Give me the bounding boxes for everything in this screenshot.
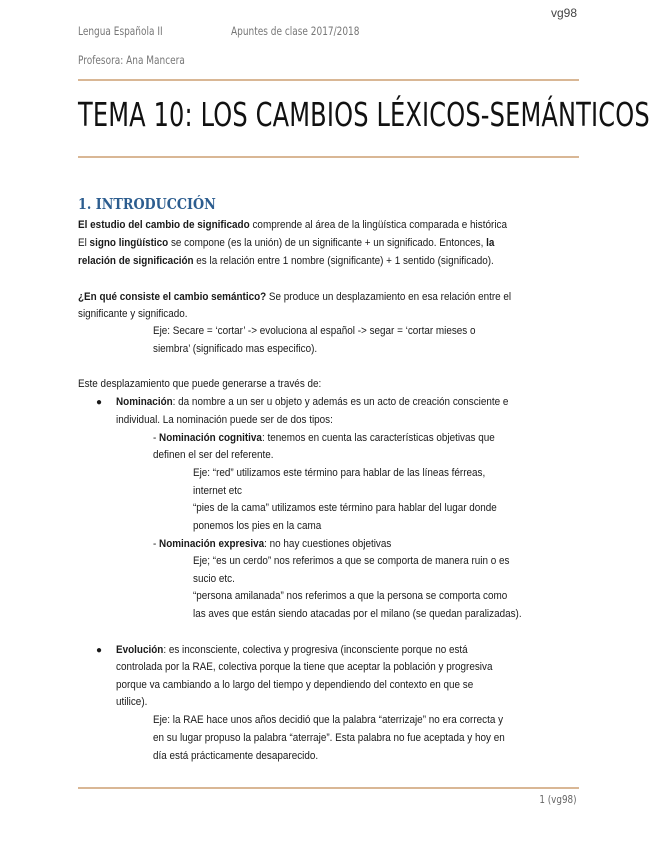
example-line: “pies de la cama” utilizamos este término para hablar del lugar donde <box>193 502 497 514</box>
title-divider <box>78 156 579 158</box>
footer-divider <box>78 787 579 789</box>
text-span: se compone (es la unión) de un significante + un significado. Entonces, <box>168 237 487 249</box>
paragraph-line <box>78 254 494 269</box>
section-heading: 1. INTRODUCCIÓN <box>78 195 216 213</box>
list-item-line <box>116 395 508 410</box>
bullet-marker: ● <box>96 645 103 656</box>
bold-term: signo lingüístico <box>89 237 169 249</box>
bold-term: El estudio del cambio de significado <box>78 219 250 231</box>
bold-term: relación de significación <box>78 255 194 267</box>
teacher-name: Profesora: Ana Mancera <box>78 53 185 67</box>
list-item-line: porque va cambiando a lo largo del tiempo y dependiendo del contexto en que se <box>116 679 474 691</box>
paragraph-line <box>78 236 494 251</box>
text-span: - <box>153 432 160 444</box>
course-name: Lengua Española II <box>78 24 163 38</box>
paragraph-line: Este desplazamiento que puede generarse a través de: <box>78 378 322 390</box>
paragraph-line <box>78 218 507 233</box>
list-item-line <box>116 643 468 658</box>
example-line: internet etc <box>193 485 242 497</box>
example-line: Eje: “red” utilizamos este término para hablar de las líneas férreas, <box>193 467 486 479</box>
example-line: día está prácticamente desaparecido. <box>153 750 319 762</box>
example-line: “persona amilanada” nos referimos a que la persona se comporta como <box>193 590 508 602</box>
sub-item-line <box>153 431 495 446</box>
bold-term: Evolución <box>116 644 164 656</box>
bold-term: Nominación expresiva <box>159 538 265 550</box>
page-number: 1 (vg98) <box>539 793 577 806</box>
bullet-marker: ● <box>96 397 103 408</box>
text-span: - <box>153 538 160 550</box>
list-item-line: utilice). <box>116 696 148 708</box>
example-line: Eje: la RAE hace unos años decidió que la palabra “aterrizaje” no era correcta y <box>153 714 504 726</box>
text-span: Se produce un desplazamiento en esa relación entre el <box>266 291 512 303</box>
list-item-line: individual. La nominación puede ser de dos tipos: <box>116 414 333 426</box>
bold-term: Nominación <box>116 396 173 408</box>
example-line: ponemos los pies en la cama <box>193 520 322 532</box>
header-divider <box>78 79 579 81</box>
text-span: : tenemos en cuenta las características objetivas que <box>261 432 495 444</box>
example-line: en su lugar propuso la palabra “aterraje”. Esta palabra no fue aceptada y hoy en <box>153 732 505 744</box>
text-span: : es inconsciente, colectiva y progresiva (inconsciente porque no está <box>163 644 468 656</box>
paragraph-line <box>78 290 511 305</box>
bold-term: Nominación cognitiva <box>159 432 262 444</box>
text-span: : da nombre a un ser u objeto y además es un acto de creación consciente e <box>172 396 509 408</box>
example-line: Eje; “es un cerdo” nos referimos a que se comporta de manera ruin o es <box>193 555 510 567</box>
sub-item-line <box>153 537 391 552</box>
bold-term: ¿En qué consiste el cambio semántico? <box>78 291 267 303</box>
text-span: es la relación entre 1 nombre (significante) + 1 sentido (significado). <box>193 255 494 267</box>
text-span: El <box>78 237 90 249</box>
example-line: siembra’ (significado mas especifico). <box>153 343 318 355</box>
text-span: comprende al área de la lingüística comparada e histórica <box>249 219 508 231</box>
example-line: las aves que están siendo atacadas por el milano (se quedan paralizadas). <box>193 608 522 620</box>
example-line: Eje: Secare = ‘cortar’ -> evoluciona al español -> segar = ‘cortar mieses o <box>153 325 476 337</box>
class-notes-label: Apuntes de clase 2017/2018 <box>231 24 360 38</box>
example-line: sucio etc. <box>193 573 235 585</box>
paragraph-line: significante y significado. <box>78 308 188 320</box>
sub-item-line: definen el ser del referente. <box>153 449 274 461</box>
bold-term: la <box>486 237 495 249</box>
document-tag: vg98 <box>550 6 577 20</box>
text-span: : no hay cuestiones objetivas <box>264 538 392 550</box>
page-title: TEMA 10: LOS CAMBIOS LÉXICOS-SEMÁNTICOS <box>78 95 650 134</box>
list-item-line: controlada por la RAE, colectiva porque la tiene que aceptar la población y progresiva <box>116 661 493 673</box>
